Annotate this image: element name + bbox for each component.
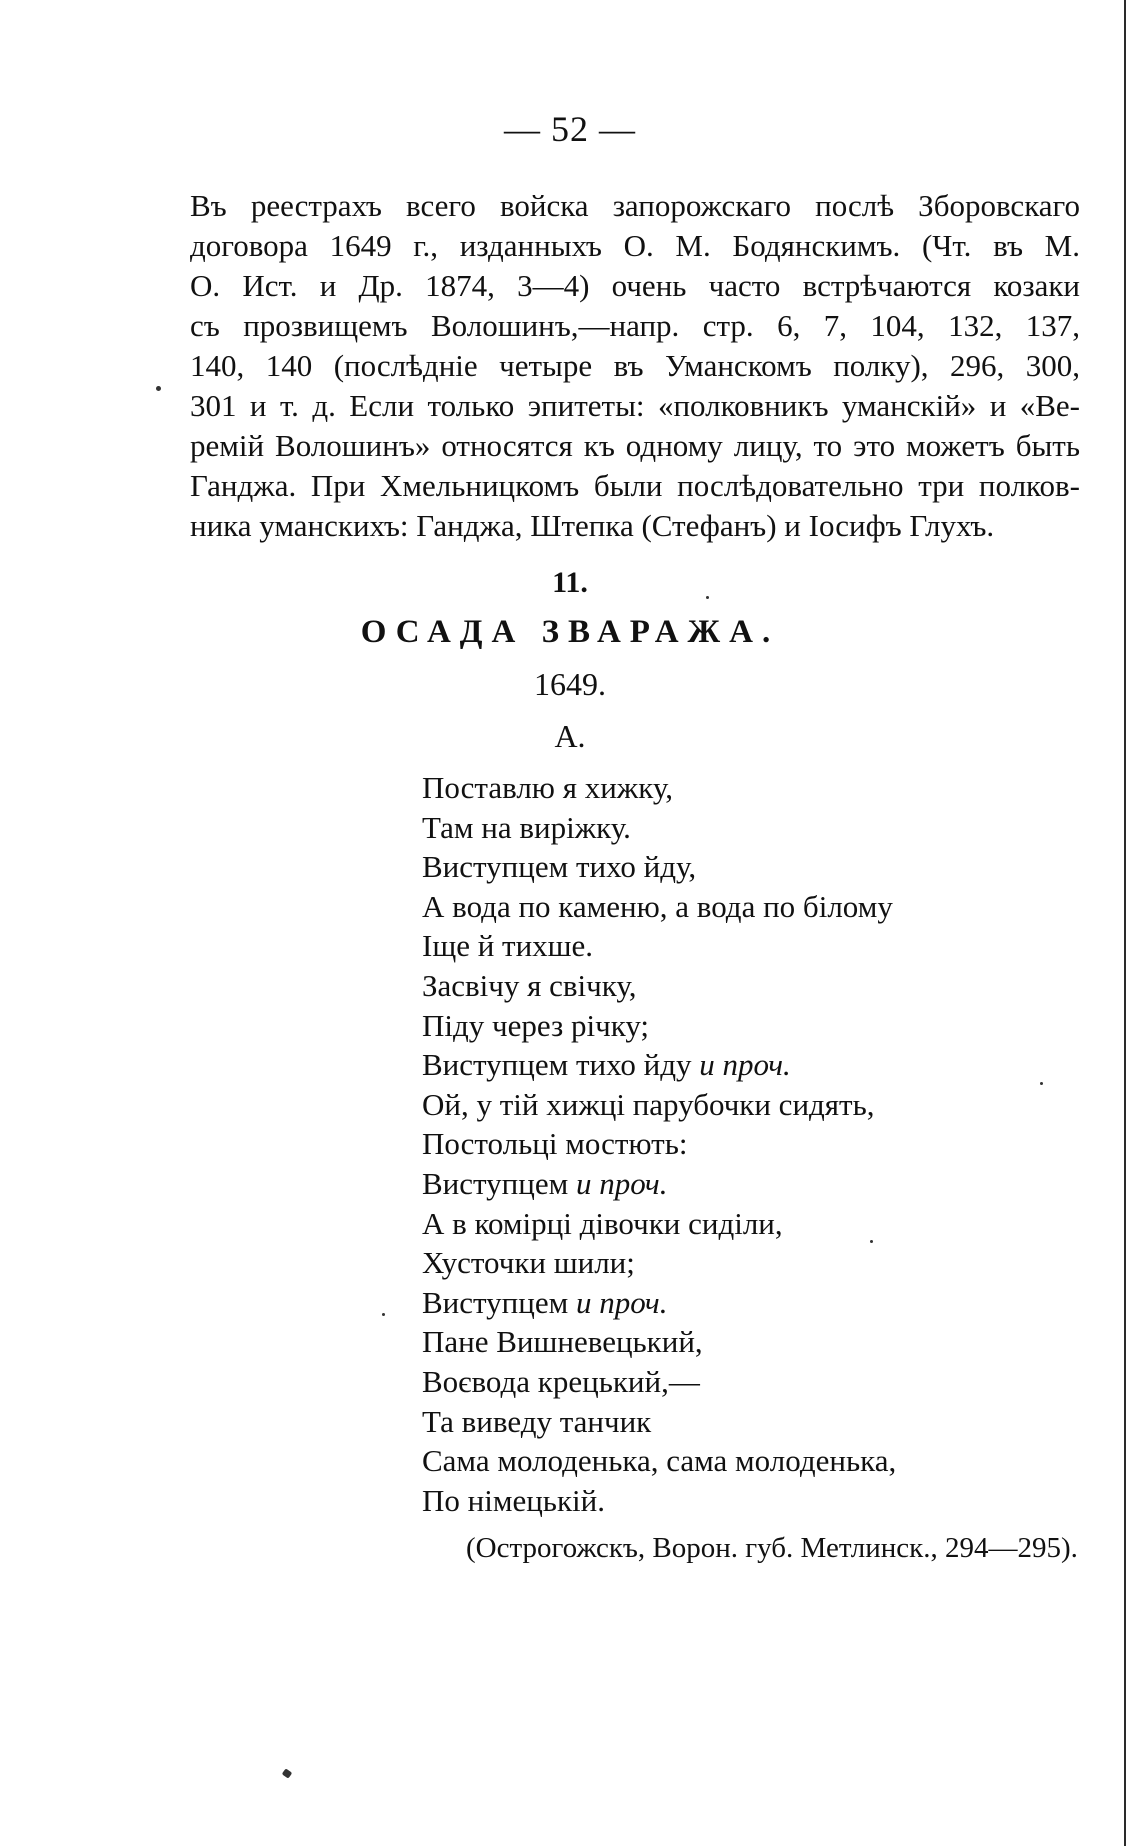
poem-verse xyxy=(422,808,1102,848)
poem-verse xyxy=(422,1124,1102,1164)
verse-text: А вода по каменю, а вода по білому xyxy=(422,888,893,924)
verse-text: Поставлю я хижку, xyxy=(422,770,673,805)
verse-text: А в комірці дівочки сиділи, xyxy=(422,1205,783,1241)
poem-verse xyxy=(422,1322,1102,1362)
footnote-line: ника уманскихъ: Ганджа, Штепка (Стефанъ) и Іосифъ Глухъ. xyxy=(190,508,995,543)
page-number: — 52 — xyxy=(504,109,636,149)
scan-speck xyxy=(1040,1082,1043,1085)
footnote-line: 301 и т. д. Если только эпитеты: «полковникъ уманскій» и «Ве- xyxy=(190,388,1080,423)
verse-refrain-abbrev: и проч. xyxy=(699,1047,791,1083)
verse-text: Іще й тихше. xyxy=(422,928,594,964)
poem-verse xyxy=(422,966,1102,1006)
verse-text: Виступцем xyxy=(422,1165,576,1201)
footnote-line: съ прозвищемъ Волошинъ,—напр. стр. 6, 7, 104, 132, 137, xyxy=(190,308,1080,343)
poem xyxy=(422,768,1102,1520)
scan-speck xyxy=(156,386,161,391)
verse-refrain-abbrev: и проч. xyxy=(575,1165,668,1201)
verse-text: Виступцем xyxy=(422,1284,576,1320)
verse-text: Хусточки шили; xyxy=(422,1245,635,1281)
verse-text: По німецькій. xyxy=(422,1482,605,1518)
scan-speck xyxy=(870,1240,873,1243)
poem-verse xyxy=(422,1204,1102,1244)
footnote-line: Ганджа. При Хмельницкомъ были послѣдовательно три полков- xyxy=(190,468,1080,503)
poem-verse xyxy=(422,1362,1102,1402)
variant-label: А. xyxy=(554,718,586,754)
verse-text: Там на виріжку. xyxy=(422,809,631,845)
footnote-line: Въ реестрахъ всего войска запорожскаго послѣ Зборовскаго xyxy=(190,188,1080,223)
poem-verse xyxy=(422,1283,1102,1323)
verse-text: Ой, у тій хижці парубочки сидять, xyxy=(422,1086,875,1122)
verse-text: Засвічу я свічку, xyxy=(422,967,637,1003)
source-citation: (Острогожскъ, Ворон. губ. Метлинск., 294—295). xyxy=(466,1532,1078,1564)
poem-verse xyxy=(422,768,1102,808)
verse-text: Виступцем тихо йду xyxy=(422,1047,700,1083)
poem-verse xyxy=(422,1441,1102,1481)
poem-verse xyxy=(422,1085,1102,1125)
poem-verse xyxy=(422,1164,1102,1204)
verse-refrain-abbrev: и проч. xyxy=(575,1284,668,1320)
poem-verse xyxy=(422,847,1102,887)
footnote-line: договора 1649 г., изданныхъ О. М. Бодянскимъ. (Чт. въ М. xyxy=(190,228,1080,263)
verse-text: Воєвода крецький,— xyxy=(422,1363,700,1399)
footnote-paragraph xyxy=(190,186,1080,546)
verse-text: Та виведу танчик xyxy=(422,1403,652,1439)
poem-verse xyxy=(422,887,1102,927)
page-edge-rule xyxy=(1124,0,1126,1846)
footnote-line: ремій Волошинъ» относятся къ одному лицу, то это можетъ быть xyxy=(190,428,1080,463)
poem-verse xyxy=(422,1045,1102,1085)
poem-verse xyxy=(422,1402,1102,1442)
poem-verse xyxy=(422,1481,1102,1521)
footnote-line: 140, 140 (послѣдніе четыре въ Уманскомъ полку), 296, 300, xyxy=(190,348,1080,383)
scan-speck xyxy=(382,1313,385,1316)
section-number: 11. xyxy=(552,566,588,599)
section-title: ОСАДА ЗВАРАЖА. xyxy=(360,614,780,650)
verse-text: Піду через річку; xyxy=(422,1007,650,1043)
verse-text: Постольці мостють: xyxy=(422,1126,688,1162)
poem-verse xyxy=(422,926,1102,966)
poem-verse xyxy=(422,1006,1102,1046)
poem-verse xyxy=(422,1243,1102,1283)
footnote-line: О. Ист. и Др. 1874, 3—4) очень часто встрѣчаются козаки xyxy=(190,268,1080,303)
verse-text: Виступцем тихо йду, xyxy=(422,849,697,885)
scan-speck xyxy=(706,596,709,599)
verse-text: Сама молоденька, сама молоденька, xyxy=(422,1443,897,1479)
scan-speck xyxy=(282,1768,293,1778)
verse-text: Пане Вишневецький, xyxy=(422,1324,703,1360)
section-year: 1649. xyxy=(534,666,606,702)
